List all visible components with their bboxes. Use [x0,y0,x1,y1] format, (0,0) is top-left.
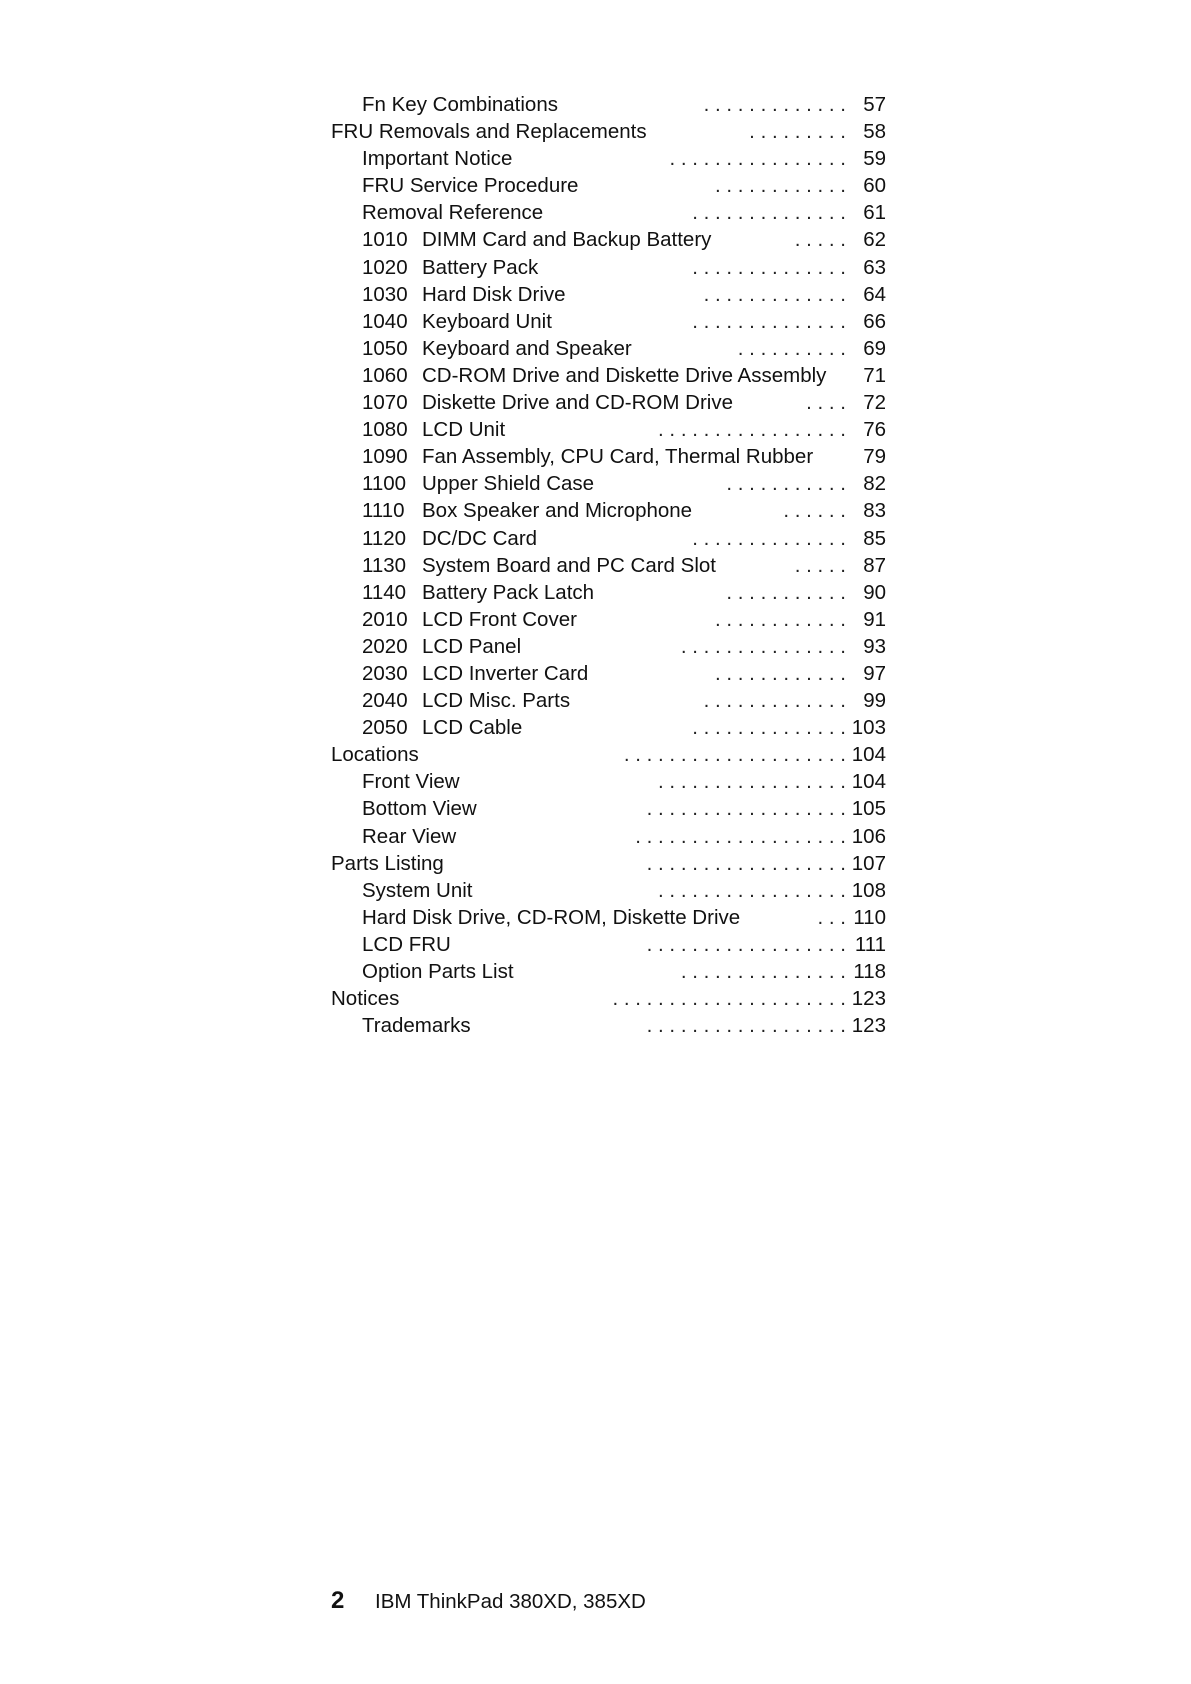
toc-entry [331,795,886,822]
toc-entry-title [362,308,552,335]
toc-entry-title [362,389,733,416]
toc-entry-title-text: Battery Pack [422,255,539,279]
toc-entry-title [362,931,451,958]
toc-entry-title [362,579,594,606]
toc-entry-leader: . . . . . . . . . . . . . . . . . . [646,932,846,956]
toc-entry-page: 111 [854,932,886,956]
toc-entry-number: 1120 [362,526,407,550]
toc-entry-title [362,172,578,199]
toc-entry [331,660,886,687]
toc-entry-title-text: Hard Disk Drive [422,282,566,306]
toc-entry-page: 107 [851,851,886,875]
toc-entry [331,443,886,470]
toc-entry-title [362,877,473,904]
toc-entry-title [362,145,512,172]
toc-entry [331,904,886,931]
toc-entry [331,1012,886,1039]
toc-entry-page: 118 [853,960,886,983]
toc-entry-title [362,91,558,118]
toc-entry-leader: . . . . . . . . . . . . . . . . . . [646,797,846,821]
toc-entry-title-text: LCD Unit [422,418,506,442]
toc-entry-leader: . . . . . . . . . . . . . . . . . [658,418,846,442]
toc-entry-page: 72 [863,391,886,415]
toc-entry-page: 69 [863,336,886,360]
toc-entry-title [362,606,577,633]
toc-entry-title [362,199,543,226]
toc-entry-leader: . . . . . . . . . . . . . . . . . . . [635,824,846,848]
toc-entry-page: 60 [863,174,886,198]
toc-entry-title [362,1012,471,1039]
toc-entry [331,525,886,552]
toc-entry-title-text: FRU Removals and Replacements [331,120,647,144]
toc-entry-leader: . . . . . . . . . . . [726,472,846,496]
toc-entry-number: 1090 [362,445,408,469]
toc-entry-page: 76 [863,418,886,442]
toc-entry-page: 123 [851,1014,886,1038]
toc-entry-title [362,335,632,362]
footer-document-title: IBM ThinkPad 380XD, 385XD [375,1590,646,1613]
toc-entry-page: 79 [863,445,886,469]
toc-entry-title-text: LCD Inverter Card [422,661,589,685]
toc-entry-number: 1050 [362,336,408,360]
toc-entry-page: 66 [863,309,886,333]
toc-entry-number: 1070 [362,391,408,415]
footer-page-number: 2 [331,1587,345,1614]
toc-entry-title [331,850,444,877]
toc-entry [331,687,886,714]
toc-entry-leader: . . . . . . . . . . . . . . . . . . . . . [612,987,846,1011]
toc-entry-title-text: Trademarks [362,1014,471,1038]
toc-entry-title [362,768,460,795]
toc-entry [331,145,886,172]
toc-entry [331,470,886,497]
toc-entry-leader: . . . [817,905,846,929]
toc-entry-page: 106 [851,824,886,848]
toc-entry-leader: . . . . . [794,228,846,252]
toc-entry-leader: . . . . . . . . . . . . . . . . . . [646,851,846,875]
toc-entry [331,823,886,850]
toc-entry [331,91,886,118]
toc-entry-title-text: Bottom View [362,797,477,821]
toc-entry-leader: . . . . . . . . . . . . [715,607,846,631]
toc-entry-page: 62 [863,228,886,252]
toc-entry-page: 61 [863,201,886,225]
toc-entry-title-text: LCD Front Cover [422,607,577,631]
toc-entry [331,985,886,1012]
toc-entry-page: 99 [863,689,886,713]
toc-entry-leader: . . . . . . . . . . . . . . . [680,634,846,658]
toc-entry [331,172,886,199]
toc-entry-title-text: LCD Panel [422,634,522,658]
toc-entry-title [362,497,692,524]
toc-entry [331,741,886,768]
toc-entry-leader: . . . . . . . . . . [737,336,846,360]
toc-entry-title [362,714,522,741]
toc-entry [331,254,886,281]
toc-entry [331,389,886,416]
toc-entry-page: 59 [863,147,886,171]
toc-entry-number: 2040 [362,689,408,713]
toc-entry [331,877,886,904]
toc-entry-page: 105 [851,797,886,821]
toc-entry-title-text: Upper Shield Case [422,472,595,496]
toc-entry-title-text: System Board and PC Card Slot [422,553,716,577]
toc-entry-page: 123 [851,987,886,1011]
toc-entry-title [362,823,456,850]
toc-entry-leader: . . . . . . . . . . . . . . . . . [658,770,846,794]
toc-entry-title-text: Front View [362,770,460,794]
toc-entry-leader: . . . . . . . . . . . . . . [692,716,846,740]
toc-entry-title-text: System Unit [362,878,473,902]
toc-entry-page: 83 [863,499,886,523]
toc-entry-leader: . . . . . . . . . . . . . . . . . [658,878,846,902]
toc-entry-title [362,795,477,822]
toc-entry-title [331,985,399,1012]
toc-entry-page: 108 [851,878,886,902]
toc-entry-title-text: Keyboard and Speaker [422,336,632,360]
toc-entry [331,714,886,741]
page-footer [331,1586,646,1616]
toc-entry-title-text: CD-ROM Drive and Diskette Drive Assembly [422,363,827,387]
toc-entry-title-text: Removal Reference [362,201,544,225]
toc-entry [331,579,886,606]
toc-entry-title-text: Rear View [362,824,457,848]
toc-entry-leader: . . . . . . [783,499,846,523]
toc-entry-leader: . . . . . . . . . . . . . [703,93,846,116]
toc-entry-leader: . . . . . . . . . . . . . . [692,526,846,550]
toc-entry-title-text: Battery Pack Latch [422,580,595,604]
toc-entry [331,497,886,524]
toc-entry-number: 1060 [362,363,408,387]
toc-entry-number: 1100 [362,472,407,496]
toc-entry-leader: . . . . . . . . . . . . . . [692,201,846,225]
toc-entry-title-text: LCD Cable [422,716,523,740]
toc-entry [331,362,886,389]
toc-entry [331,768,886,795]
toc-entry-leader: . . . . . . . . . . . . . . . . . . [646,1014,846,1038]
toc-entry-title-text: Box Speaker and Microphone [422,499,693,523]
toc-entry-number: 2050 [362,716,408,740]
toc-entry [331,958,886,985]
toc-entry-title-text: Diskette Drive and CD-ROM Drive [422,391,733,415]
toc-entry-title [362,362,826,389]
toc-entry-page: 93 [863,634,886,658]
toc-entry [331,335,886,362]
toc-entry-page: 82 [863,472,886,496]
toc-entry-page: 85 [863,526,886,550]
toc-entry-title [362,633,521,660]
toc-entry-page: 87 [863,553,886,577]
toc-entry-title-text: Important Notice [362,147,513,171]
toc-entry-page: 104 [851,743,886,767]
toc-entry-title [362,904,740,931]
toc-entry-number: 1010 [362,228,408,252]
toc-entry [331,308,886,335]
toc-entry-number: 2030 [362,661,408,685]
toc-entry [331,552,886,579]
toc-entry [331,199,886,226]
toc-entry-title-text: Fn Key Combinations [362,93,558,116]
toc-entry-title [362,416,505,443]
toc-entry-title-text: Notices [331,987,400,1011]
toc-entry-title-text: Locations [331,743,419,767]
toc-entry-page: 110 [853,905,886,929]
toc-entry-number: 1030 [362,282,408,306]
toc-entry-title-text: LCD FRU [362,932,451,956]
toc-entry-page: 57 [863,93,886,116]
toc-entry-leader: . . . . . [794,553,846,577]
toc-entry-title-text: FRU Service Procedure [362,174,579,198]
toc-entry-leader: . . . . [806,391,846,415]
toc-entry [331,931,886,958]
toc-entry-title [362,443,813,470]
toc-entry-page: 97 [863,661,886,685]
toc-entry [331,850,886,877]
toc-entry-page: 91 [863,607,886,631]
toc-entry-number: 2020 [362,634,408,658]
toc-entry-leader: . . . . . . . . . . . . [715,174,846,198]
toc-entry-title [331,741,419,768]
toc-entry-title-text: Parts Listing [331,851,444,875]
toc-entry-title-text: Option Parts List [362,960,514,983]
toc-entry [331,606,886,633]
toc-entry [331,633,886,660]
toc-entry-leader: . . . . . . . . . [749,120,846,144]
toc-entry-title [362,687,570,714]
toc-entry-leader: . . . . . . . . . . . [726,580,846,604]
toc-entry-page: 58 [863,120,886,144]
toc-entry-title-text: LCD Misc. Parts [422,689,571,713]
toc-entry-number: 1080 [362,418,408,442]
toc-entry-title [362,525,537,552]
toc-entry-leader: . . . . . . . . . . . . [715,661,846,685]
toc-entry-number: 1020 [362,255,408,279]
toc-entry-leader: . . . . . . . . . . . . . . . . [669,147,846,171]
toc-entry-title [362,660,588,687]
toc-entry-leader: . . . . . . . . . . . . . [703,282,846,306]
toc-entry-title-text: DC/DC Card [422,526,538,550]
toc-entry-page: 63 [863,255,886,279]
toc-entry-title [362,552,716,579]
toc-entry-title-text: Keyboard Unit [422,309,552,333]
toc-entry-page: 90 [863,580,886,604]
toc-entry-number: 1110 [362,499,405,523]
toc-entry-title [362,226,711,253]
toc-entry-title [362,470,594,497]
toc-entry-leader: . . . . . . . . . . . . . . [692,255,846,279]
toc-entry-number: 2010 [362,607,408,631]
toc-entry-title-text: Hard Disk Drive, CD-ROM, Diskette Drive [362,905,741,929]
toc-entry-title [362,958,514,985]
toc-entry [331,416,886,443]
toc-entry-title [362,254,538,281]
toc-entry [331,118,886,145]
toc-entry [331,226,886,253]
toc-entry-page: 104 [851,770,886,794]
toc-entry-page: 71 [863,363,886,387]
table-of-contents [331,91,886,1039]
toc-entry-page: 103 [851,716,886,740]
toc-entry-page: 64 [863,282,886,306]
toc-entry-leader: . . . . . . . . . . . . . . . . . . . . [623,743,846,767]
toc-entry-leader: . . . . . . . . . . . . . . [692,309,846,333]
toc-entry-number: 1130 [362,553,407,577]
toc-entry-title-text: Fan Assembly, CPU Card, Thermal Rubber [422,445,814,469]
toc-entry-title [331,118,647,145]
toc-entry [331,281,886,308]
toc-entry-leader: . . . . . . . . . . . . . . . [680,960,846,983]
toc-entry-number: 1040 [362,309,408,333]
toc-entry-number: 1140 [362,580,407,604]
toc-entry-title-text: DIMM Card and Backup Battery [422,228,712,252]
toc-entry-title [362,281,566,308]
toc-entry-leader: . . . . . . . . . . . . . [703,689,846,713]
